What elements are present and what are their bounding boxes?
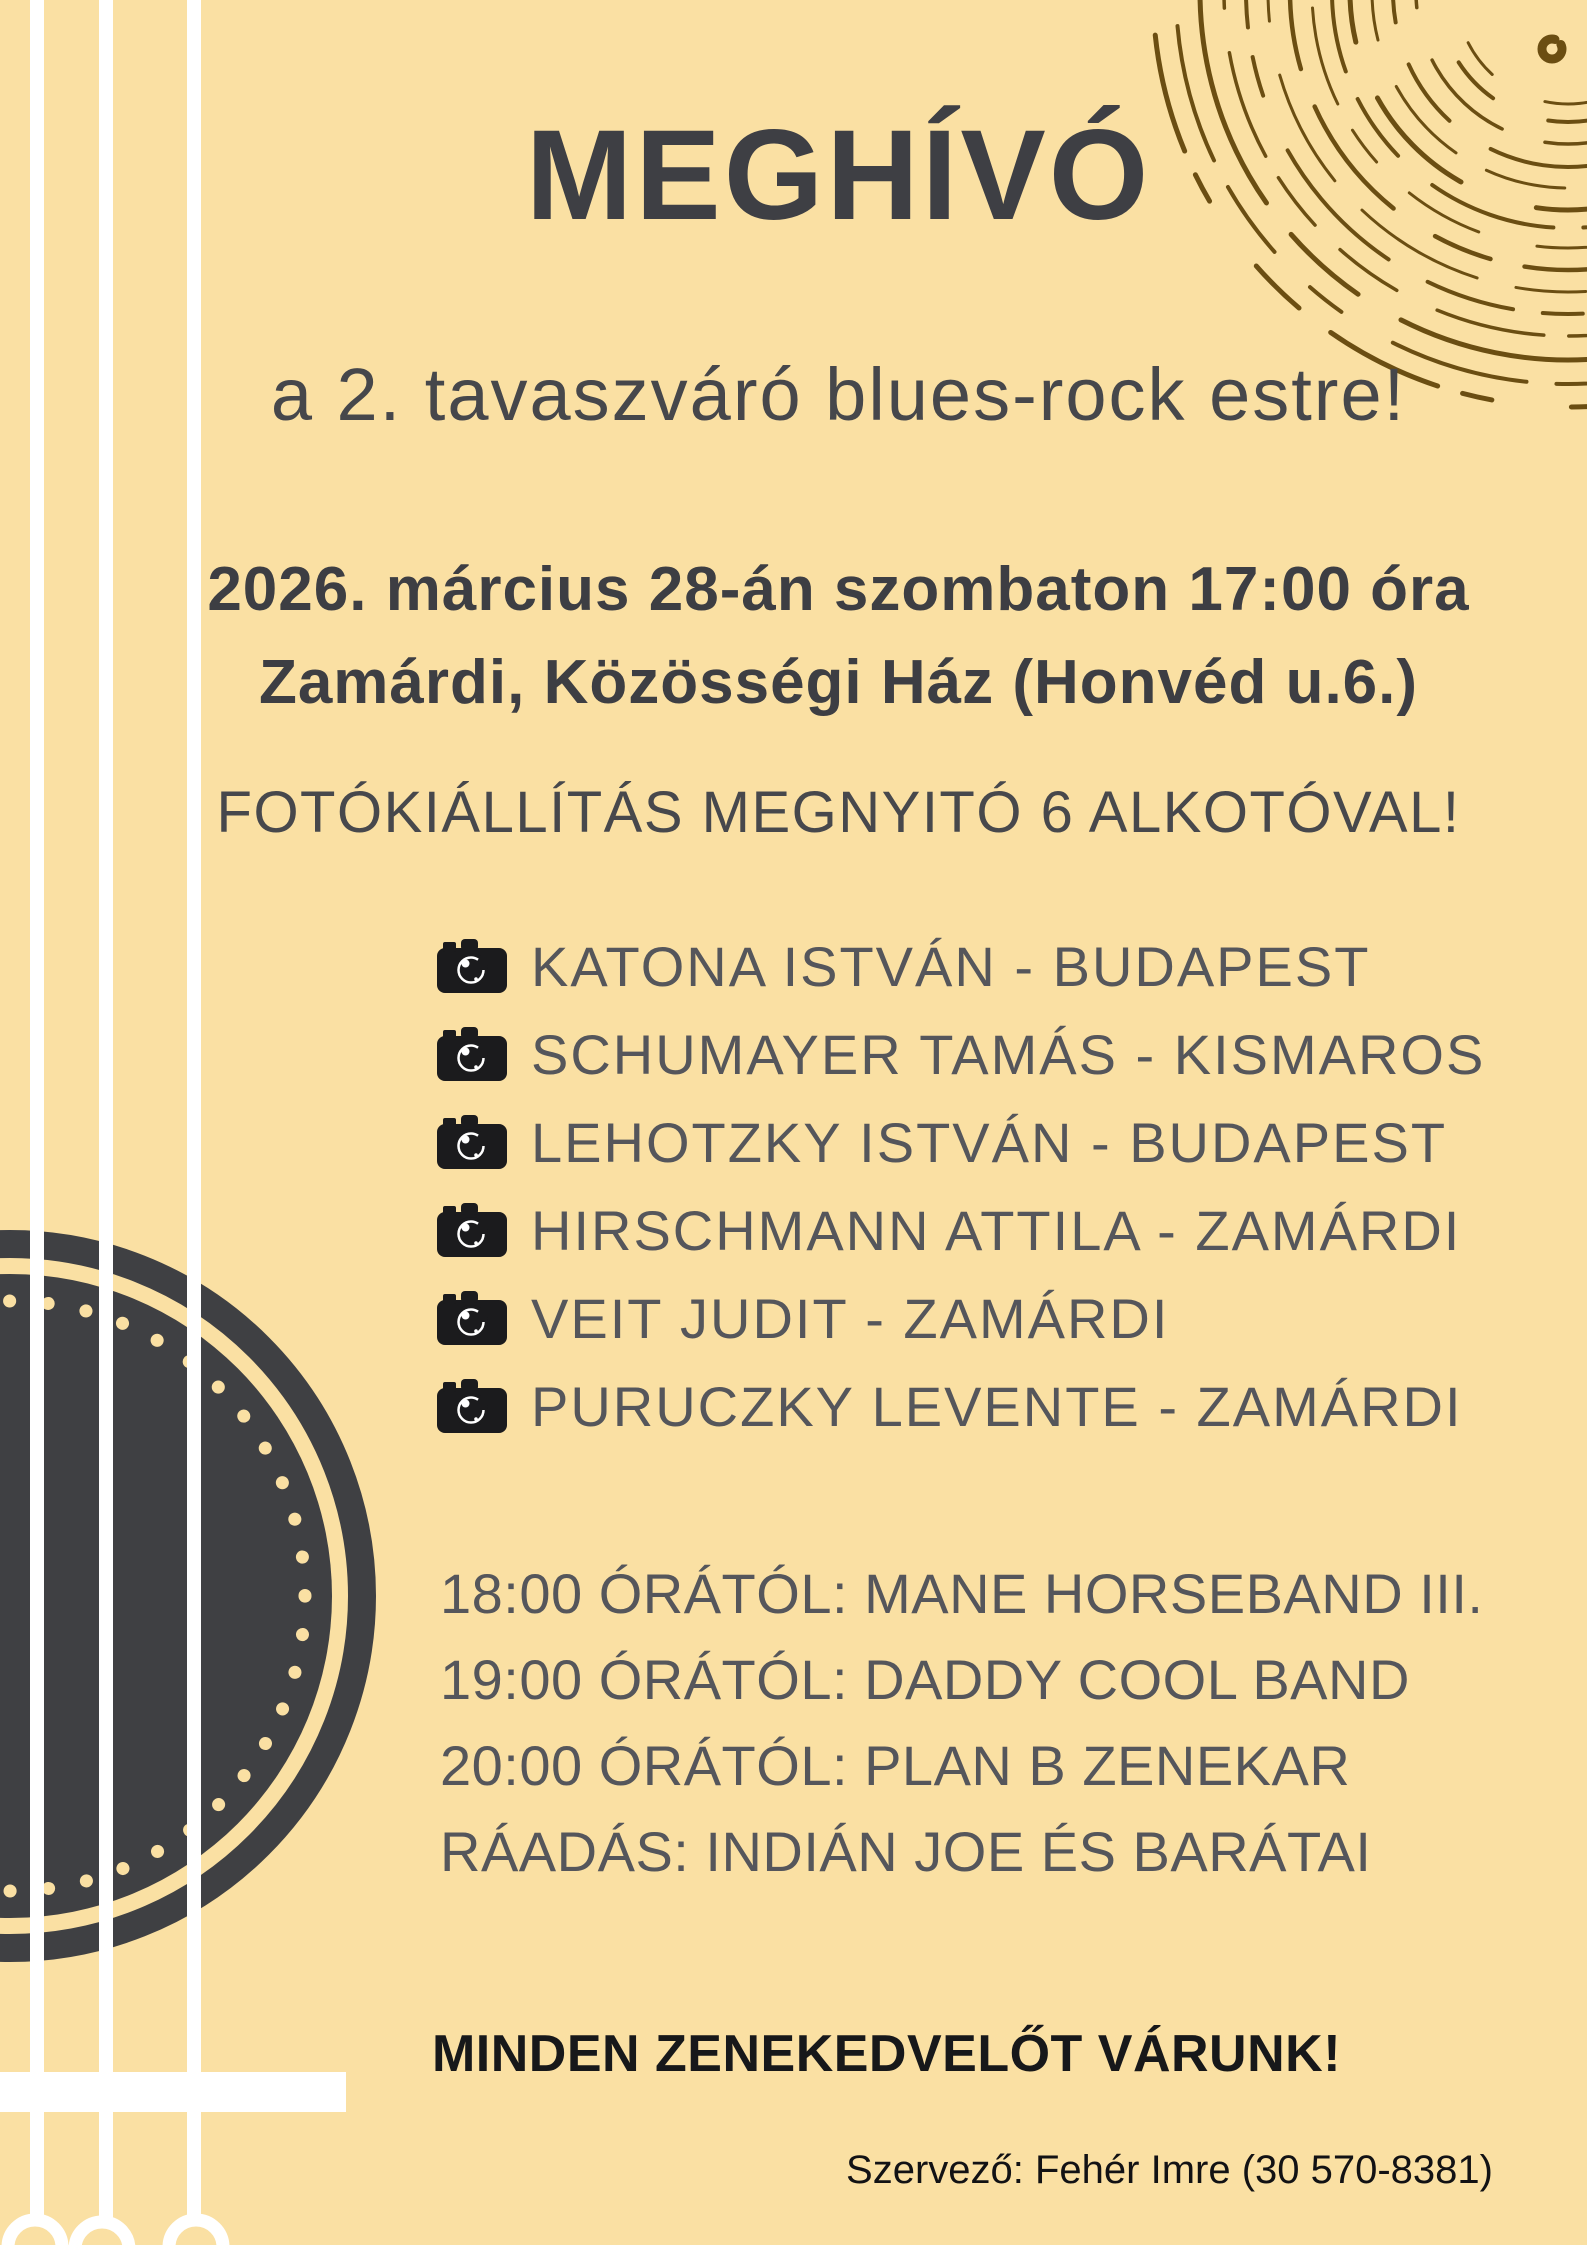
closing-line: MINDEN ZENEKEDVELŐT VÁRUNK!	[431, 2025, 1342, 2083]
artist-name: VEIT JUDIT - ZAMÁRDI	[531, 1286, 1170, 1350]
artist-item	[437, 1010, 1587, 1098]
artist-item	[437, 1098, 1587, 1186]
artist-name: KATONA ISTVÁN - BUDAPEST	[531, 934, 1371, 998]
camera-icon	[437, 1027, 507, 1081]
camera-icon	[437, 939, 507, 993]
exhibition-line: FOTÓKIÁLLÍTÁS MEGNYITÓ 6 ALKOTÓVAL!	[216, 780, 1461, 845]
guitar-body-icon	[0, 1244, 362, 1948]
program-item: RÁADÁS: INDIÁN JOE ÉS BARÁTAI	[440, 1819, 1372, 1883]
artist-name: HIRSCHMANN ATTILA - ZAMÁRDI	[531, 1198, 1462, 1262]
poster-title: MEGHÍVÓ	[525, 104, 1152, 247]
artist-name: LEHOTZKY ISTVÁN - BUDAPEST	[531, 1110, 1448, 1174]
artist-list	[437, 922, 1587, 1450]
program-item: 20:00 ÓRÁTÓL: PLAN B ZENEKAR	[440, 1733, 1351, 1797]
organizer-contact: Szervező: Fehér Imre (30 570-8381)	[846, 2148, 1493, 2192]
camera-icon	[437, 1379, 507, 1433]
artist-item	[437, 1274, 1587, 1362]
artist-name: PURUCZKY LEVENTE - ZAMÁRDI	[531, 1374, 1463, 1438]
camera-icon	[437, 1291, 507, 1345]
artist-item	[437, 1186, 1587, 1274]
artist-name: SCHUMAYER TAMÁS - KISMAROS	[531, 1022, 1486, 1086]
program-item: 19:00 ÓRÁTÓL: DADDY COOL BAND	[440, 1647, 1410, 1711]
string-loops-icon	[8, 2220, 223, 2245]
program-list	[440, 1550, 1587, 1894]
artist-item	[437, 1362, 1587, 1450]
event-datetime: 2026. március 28-án szombaton 17:00 óra	[207, 555, 1470, 624]
artist-item	[437, 922, 1587, 1010]
program-item: 18:00 ÓRÁTÓL: MANE HORSEBAND III.	[440, 1561, 1484, 1625]
vinyl-hole-icon	[1538, 35, 1566, 63]
event-venue: Zamárdi, Közösségi Ház (Honvéd u.6.)	[258, 648, 1419, 717]
camera-icon	[437, 1203, 507, 1257]
camera-icon	[437, 1115, 507, 1169]
poster-subtitle: a 2. tavaszváró blues-rock estre!	[270, 353, 1407, 436]
